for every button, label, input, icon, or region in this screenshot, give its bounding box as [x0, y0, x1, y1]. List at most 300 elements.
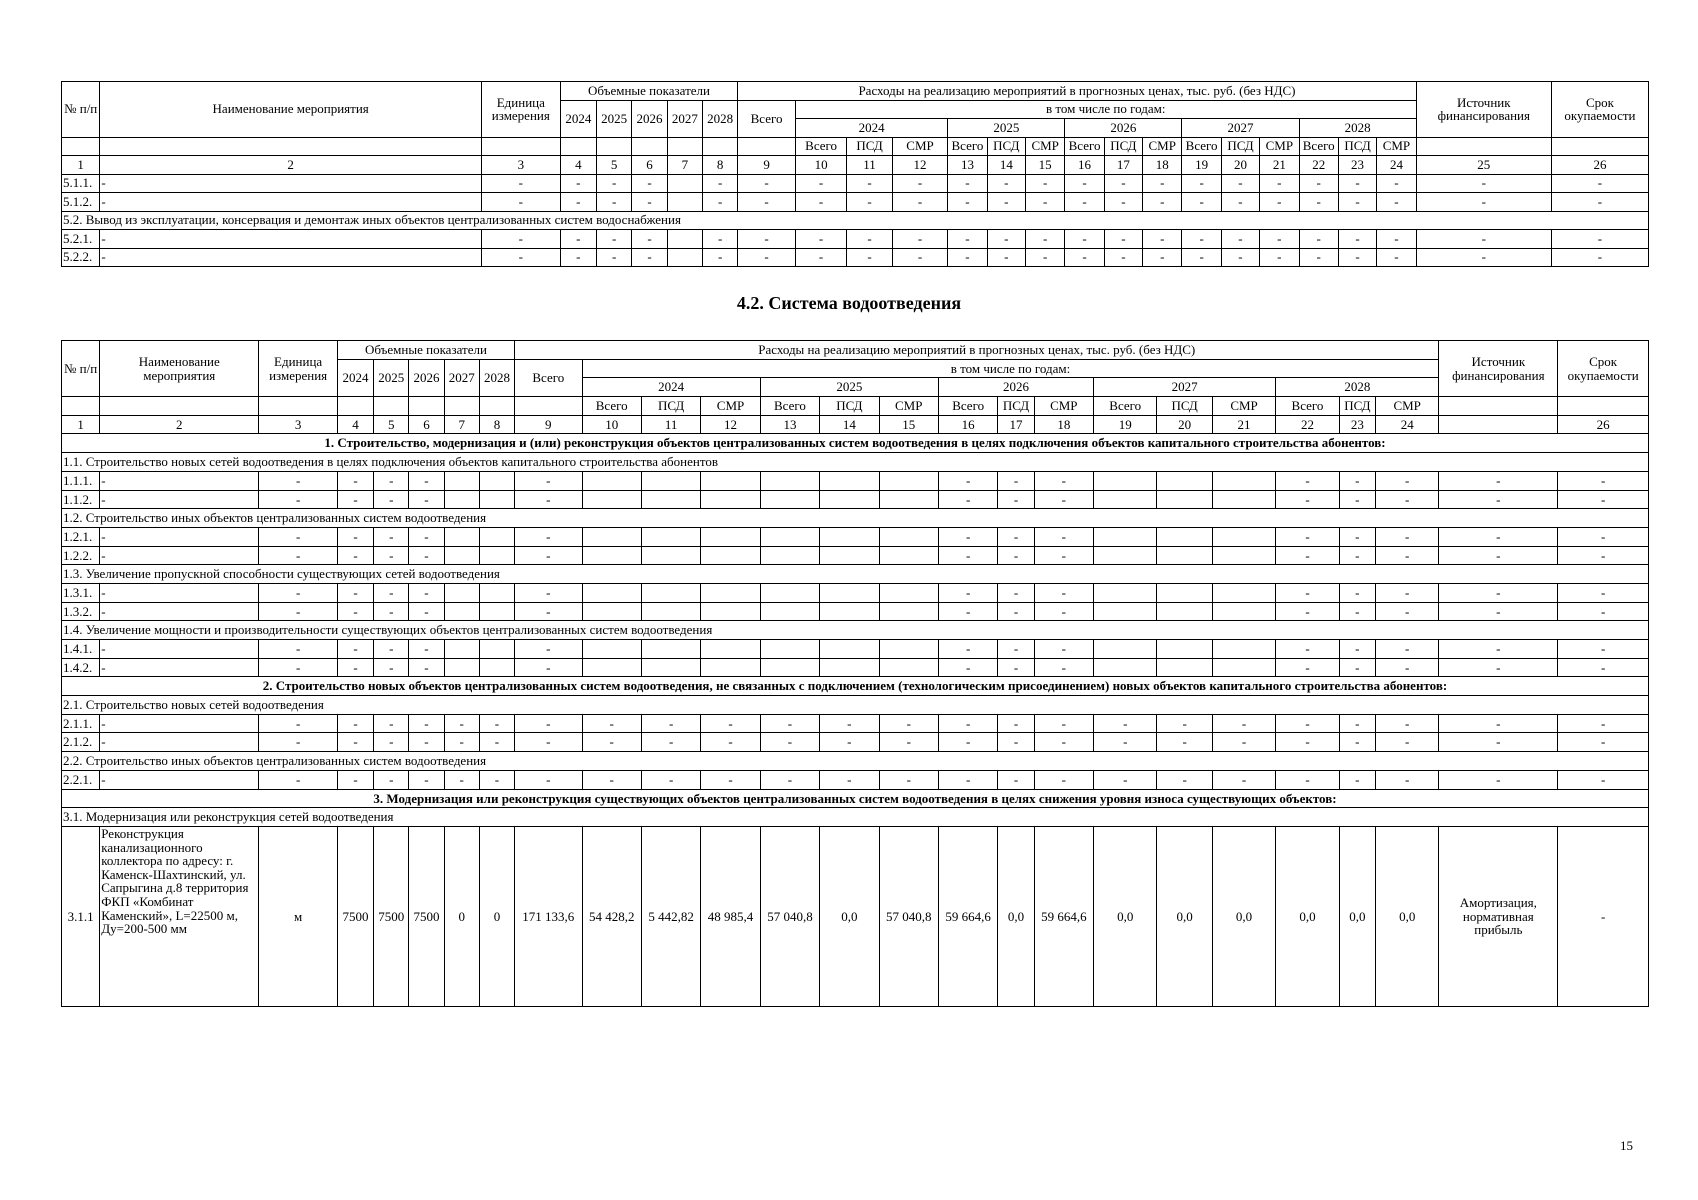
value-cell: -: [1276, 733, 1339, 752]
value-cell: -: [374, 770, 409, 789]
measure-name: -: [100, 546, 259, 565]
section-heading: 5.2. Вывод из эксплуатации, консервация и демонтаж иных объектов централизованных систем водоснабжения: [62, 211, 1649, 230]
col-number: 24: [1375, 415, 1438, 434]
value-cell: [1212, 583, 1275, 602]
value-cell: [479, 640, 514, 659]
value-cell: [760, 602, 819, 621]
value-cell: [1157, 527, 1212, 546]
table-row: [62, 248, 1649, 267]
value-cell: -: [1034, 733, 1093, 752]
value-cell: -: [948, 174, 987, 193]
section-heading: 1.1. Строительство новых сетей водоотведения в целях подключения объектов капитального строительства абонентов: [62, 453, 1649, 472]
value-cell: -: [1551, 248, 1648, 267]
value-cell: -: [337, 546, 373, 565]
col-num-header: № п/п: [62, 341, 100, 397]
value-cell: 0,0: [1212, 826, 1275, 1006]
value-cell: -: [337, 602, 373, 621]
value-cell: -: [1377, 174, 1416, 193]
value-cell: -: [641, 733, 700, 752]
col-number: 20: [1221, 156, 1259, 175]
value-cell: [1094, 640, 1157, 659]
value-cell: [701, 658, 760, 677]
header-spacer: [481, 137, 560, 156]
value-cell: -: [703, 248, 738, 267]
value-cell: -: [1026, 174, 1065, 193]
value-cell: [479, 546, 514, 565]
value-cell: -: [820, 733, 879, 752]
vol-year-header: 2028: [703, 100, 738, 137]
payback-header: Срок окупаемости: [1558, 341, 1649, 397]
volume-header: Объемные показатели: [560, 82, 738, 101]
value-cell: -: [641, 770, 700, 789]
value-cell: [1157, 546, 1212, 565]
value-cell: -: [1026, 230, 1065, 249]
table-row: [62, 230, 1649, 249]
by-years-header: в том числе по годам:: [582, 359, 1439, 378]
value-cell: 59 664,6: [1034, 826, 1093, 1006]
row-number: 2.2.1.: [62, 770, 100, 789]
measure-name: -: [100, 248, 482, 267]
source-cell: Амортизация, нормативная прибыль: [1439, 826, 1558, 1006]
measure-name: -: [100, 640, 259, 659]
rows-2-2: [62, 770, 1649, 789]
value-cell: [760, 471, 819, 490]
measure-name: -: [100, 527, 259, 546]
value-cell: -: [1558, 546, 1649, 565]
sub-header: ПСД: [1338, 137, 1376, 156]
value-cell: -: [1182, 174, 1221, 193]
value-cell: -: [701, 770, 760, 789]
col-number: 19: [1182, 156, 1221, 175]
value-cell: -: [1375, 770, 1438, 789]
value-cell: [701, 490, 760, 509]
value-cell: -: [597, 230, 632, 249]
sub-header: ПСД: [1339, 397, 1375, 416]
value-cell: -: [703, 174, 738, 193]
value-cell: [820, 471, 879, 490]
value-cell: -: [515, 546, 582, 565]
rows-1-2: [62, 527, 1649, 564]
col-number: 8: [479, 415, 514, 434]
table-row: [62, 602, 1649, 621]
value-cell: [760, 658, 819, 677]
section-heading: 1.3. Увеличение пропускной способности существующих сетей водоотведения: [62, 565, 1649, 584]
value-cell: -: [1143, 193, 1182, 212]
col-number: 18: [1034, 415, 1093, 434]
source-header: Источник финансирования: [1416, 82, 1551, 138]
value-cell: -: [632, 193, 667, 212]
col-number: 11: [641, 415, 700, 434]
header-spacer: [409, 397, 444, 416]
value-cell: -: [938, 602, 997, 621]
t1-body-a: [62, 174, 1649, 211]
value-cell: -: [515, 602, 582, 621]
value-cell: [444, 658, 479, 677]
value-cell: -: [374, 602, 409, 621]
value-cell: [879, 658, 938, 677]
rows-1-4: [62, 640, 1649, 677]
value-cell: -: [987, 248, 1025, 267]
total-header: Всего: [738, 100, 796, 137]
value-cell: -: [1276, 471, 1339, 490]
col-number: 3: [481, 156, 560, 175]
section-title: 4.2. Система водоотведения: [736, 293, 962, 313]
value-cell: -: [738, 193, 796, 212]
value-cell: [1094, 471, 1157, 490]
value-cell: -: [703, 193, 738, 212]
value-cell: -: [259, 770, 338, 789]
rows-1-1: [62, 471, 1649, 508]
value-cell: -: [1157, 770, 1212, 789]
value-cell: -: [1276, 714, 1339, 733]
value-cell: -: [1375, 733, 1438, 752]
value-cell: -: [1558, 471, 1649, 490]
value-cell: -: [515, 583, 582, 602]
value-cell: -: [1104, 193, 1142, 212]
value-cell: -: [1260, 230, 1299, 249]
header-spacer: [62, 137, 100, 156]
col-number: 8: [703, 156, 738, 175]
value-cell: -: [337, 770, 373, 789]
value-cell: [641, 602, 700, 621]
page-number: 15: [1620, 1138, 1633, 1153]
value-cell: -: [1439, 490, 1558, 509]
value-cell: -: [259, 640, 338, 659]
value-cell: [667, 174, 702, 193]
value-cell: -: [1212, 733, 1275, 752]
value-cell: -: [337, 658, 373, 677]
value-cell: -: [1416, 248, 1551, 267]
year-header: 2027: [1182, 119, 1299, 138]
value-cell: [879, 546, 938, 565]
value-cell: -: [1558, 640, 1649, 659]
value-cell: -: [374, 733, 409, 752]
year-header: 2025: [760, 378, 938, 397]
value-cell: [1212, 490, 1275, 509]
header-spacer: [62, 397, 100, 416]
value-cell: -: [1299, 174, 1338, 193]
header-spacer: [479, 397, 514, 416]
col-number: 4: [337, 415, 373, 434]
year-header: 2025: [948, 119, 1065, 138]
value-cell: -: [1558, 714, 1649, 733]
value-cell: [760, 546, 819, 565]
value-cell: -: [1034, 658, 1093, 677]
value-cell: -: [409, 714, 444, 733]
value-cell: -: [1375, 640, 1438, 659]
value-cell: [701, 527, 760, 546]
value-cell: -: [820, 770, 879, 789]
value-cell: -: [1338, 193, 1376, 212]
column-number-row: [62, 415, 1649, 434]
col-number: 26: [1551, 156, 1648, 175]
header-spacer: [597, 137, 632, 156]
value-cell: -: [479, 770, 514, 789]
value-cell: -: [409, 490, 444, 509]
value-cell: -: [1276, 640, 1339, 659]
value-cell: -: [938, 733, 997, 752]
value-cell: -: [1558, 527, 1649, 546]
value-cell: -: [1157, 733, 1212, 752]
col-number: 15: [1026, 156, 1065, 175]
col-number: 5: [597, 156, 632, 175]
header-spacer: [100, 397, 259, 416]
value-cell: -: [1558, 770, 1649, 789]
value-cell: -: [1416, 230, 1551, 249]
value-cell: -: [337, 471, 373, 490]
col-number: 20: [1157, 415, 1212, 434]
section-heading: 1.4. Увеличение мощности и производительности существующих объектов централизованных систем водоотведения: [62, 621, 1649, 640]
value-cell: 5 442,82: [641, 826, 700, 1006]
value-cell: [760, 527, 819, 546]
value-cell: -: [597, 248, 632, 267]
value-cell: -: [1094, 714, 1157, 733]
value-cell: [701, 546, 760, 565]
value-cell: -: [259, 490, 338, 509]
measure-name: -: [100, 583, 259, 602]
value-cell: -: [1551, 174, 1648, 193]
col-number: [1439, 415, 1558, 434]
measure-name: -: [100, 471, 259, 490]
value-cell: -: [795, 230, 846, 249]
value-cell: -: [938, 471, 997, 490]
value-cell: -: [738, 248, 796, 267]
wastewater-table: [61, 340, 1649, 1007]
value-cell: -: [1104, 174, 1142, 193]
value-cell: [641, 527, 700, 546]
col-number: 10: [795, 156, 846, 175]
value-cell: -: [1034, 640, 1093, 659]
value-cell: -: [1339, 733, 1375, 752]
value-cell: -: [998, 733, 1034, 752]
value-cell: [444, 602, 479, 621]
value-cell: [582, 546, 641, 565]
value-cell: -: [337, 527, 373, 546]
year-header: 2026: [938, 378, 1093, 397]
value-cell: -: [998, 490, 1034, 509]
sub-header: ПСД: [1221, 137, 1259, 156]
value-cell: -: [1339, 602, 1375, 621]
value-cell: [479, 490, 514, 509]
value-cell: [760, 490, 819, 509]
value-cell: [820, 583, 879, 602]
value-cell: -: [337, 714, 373, 733]
value-cell: -: [560, 174, 596, 193]
value-cell: [879, 490, 938, 509]
value-cell: -: [1375, 658, 1438, 677]
value-cell: -: [1375, 471, 1438, 490]
value-cell: -: [1034, 490, 1093, 509]
vol-year-header: 2027: [667, 100, 702, 137]
value-cell: [641, 471, 700, 490]
value-cell: -: [1276, 546, 1339, 565]
value-cell: [641, 658, 700, 677]
value-cell: -: [1377, 248, 1416, 267]
value-cell: [582, 602, 641, 621]
value-cell: -: [481, 230, 560, 249]
col-number: 11: [847, 156, 892, 175]
total-header: Всего: [515, 359, 582, 396]
value-cell: [701, 640, 760, 659]
value-cell: -: [938, 770, 997, 789]
value-cell: [582, 490, 641, 509]
col-number: 2: [100, 156, 482, 175]
col-number: 3: [259, 415, 338, 434]
volume-cell: 0: [444, 826, 479, 1006]
table-row: [62, 193, 1649, 212]
value-cell: -: [374, 471, 409, 490]
value-cell: [820, 527, 879, 546]
value-cell: -: [1026, 193, 1065, 212]
value-cell: -: [1558, 602, 1649, 621]
value-cell: -: [374, 583, 409, 602]
value-cell: [701, 602, 760, 621]
value-cell: -: [938, 714, 997, 733]
value-cell: -: [1439, 583, 1558, 602]
value-cell: -: [632, 248, 667, 267]
value-cell: [820, 546, 879, 565]
value-cell: -: [1221, 248, 1259, 267]
value-cell: -: [938, 640, 997, 659]
value-cell: -: [259, 583, 338, 602]
value-cell: -: [1065, 230, 1104, 249]
value-cell: -: [409, 658, 444, 677]
value-cell: -: [632, 174, 667, 193]
value-cell: [1094, 658, 1157, 677]
value-cell: -: [987, 193, 1025, 212]
sub-header: Всего: [760, 397, 819, 416]
vol-year-header: 2028: [479, 359, 514, 396]
value-cell: -: [1094, 733, 1157, 752]
value-cell: -: [1339, 490, 1375, 509]
col-number: 13: [760, 415, 819, 434]
section-heading: 1.2. Строительство иных объектов централизованных систем водоотведения: [62, 509, 1649, 528]
vol-year-header: 2024: [560, 100, 596, 137]
value-cell: [1094, 602, 1157, 621]
value-cell: -: [444, 714, 479, 733]
col-number: 17: [1104, 156, 1142, 175]
value-cell: -: [632, 230, 667, 249]
table-row: [62, 640, 1649, 659]
value-cell: -: [847, 230, 892, 249]
value-cell: -: [795, 193, 846, 212]
value-cell: -: [259, 471, 338, 490]
value-cell: [1094, 490, 1157, 509]
measure-name: -: [100, 658, 259, 677]
value-cell: -: [409, 770, 444, 789]
value-cell: [444, 546, 479, 565]
col-number: 26: [1558, 415, 1649, 434]
value-cell: -: [1439, 714, 1558, 733]
value-cell: -: [515, 490, 582, 509]
value-cell: -: [479, 714, 514, 733]
vol-year-header: 2025: [374, 359, 409, 396]
value-cell: [1212, 546, 1275, 565]
value-cell: [1094, 583, 1157, 602]
col-number: 17: [998, 415, 1034, 434]
sub-header: Всего: [938, 397, 997, 416]
measure-name: -: [100, 490, 259, 509]
value-cell: -: [892, 193, 948, 212]
value-cell: [1212, 602, 1275, 621]
section-heading: 2.1. Строительство новых сетей водоотведения: [62, 696, 1649, 715]
value-cell: [1094, 546, 1157, 565]
value-cell: -: [738, 230, 796, 249]
value-cell: [701, 583, 760, 602]
col-number: 16: [1065, 156, 1104, 175]
vol-year-header: 2026: [632, 100, 667, 137]
col-name-header: Наименование мероприятия: [100, 82, 482, 138]
value-cell: 0,0: [1375, 826, 1438, 1006]
vol-year-header: 2025: [597, 100, 632, 137]
row-number: 1.3.2.: [62, 602, 100, 621]
vol-year-header: 2027: [444, 359, 479, 396]
measure-name: -: [100, 733, 259, 752]
value-cell: -: [1276, 583, 1339, 602]
value-cell: 0,0: [998, 826, 1034, 1006]
row-number: 1.1.1.: [62, 471, 100, 490]
value-cell: -: [1377, 230, 1416, 249]
value-cell: -: [1375, 714, 1438, 733]
col-number: 23: [1339, 415, 1375, 434]
value-cell: -: [1212, 714, 1275, 733]
sub-header: СМР: [1375, 397, 1438, 416]
value-cell: -: [444, 733, 479, 752]
value-cell: -: [374, 546, 409, 565]
value-cell: -: [998, 527, 1034, 546]
value-cell: -: [1034, 471, 1093, 490]
value-cell: [582, 583, 641, 602]
value-cell: -: [515, 714, 582, 733]
row-number: 1.3.1.: [62, 583, 100, 602]
value-cell: [641, 490, 700, 509]
col-number: 25: [1416, 156, 1551, 175]
value-cell: -: [481, 174, 560, 193]
value-cell: -: [597, 174, 632, 193]
value-cell: -: [337, 640, 373, 659]
value-cell: -: [481, 248, 560, 267]
value-cell: -: [1276, 527, 1339, 546]
value-cell: -: [703, 230, 738, 249]
value-cell: [820, 490, 879, 509]
value-cell: -: [1104, 248, 1142, 267]
col-number: 2: [100, 415, 259, 434]
value-cell: -: [1416, 174, 1551, 193]
value-cell: [582, 658, 641, 677]
value-cell: -: [337, 583, 373, 602]
value-cell: [760, 583, 819, 602]
value-cell: -: [641, 714, 700, 733]
sub-header: Всего: [795, 137, 846, 156]
row-number: 1.1.2.: [62, 490, 100, 509]
value-cell: -: [998, 770, 1034, 789]
vol-year-header: 2024: [337, 359, 373, 396]
value-cell: [582, 471, 641, 490]
value-cell: -: [847, 248, 892, 267]
value-cell: -: [409, 733, 444, 752]
value-cell: [444, 583, 479, 602]
value-cell: -: [1260, 248, 1299, 267]
row-number: 2.1.1.: [62, 714, 100, 733]
col-number: 18: [1143, 156, 1182, 175]
sub-header: ПСД: [641, 397, 700, 416]
sub-header: СМР: [1260, 137, 1299, 156]
sub-header: СМР: [1212, 397, 1275, 416]
value-cell: 0,0: [1094, 826, 1157, 1006]
col-number: 1: [62, 415, 100, 434]
value-cell: [667, 248, 702, 267]
value-cell: [667, 193, 702, 212]
